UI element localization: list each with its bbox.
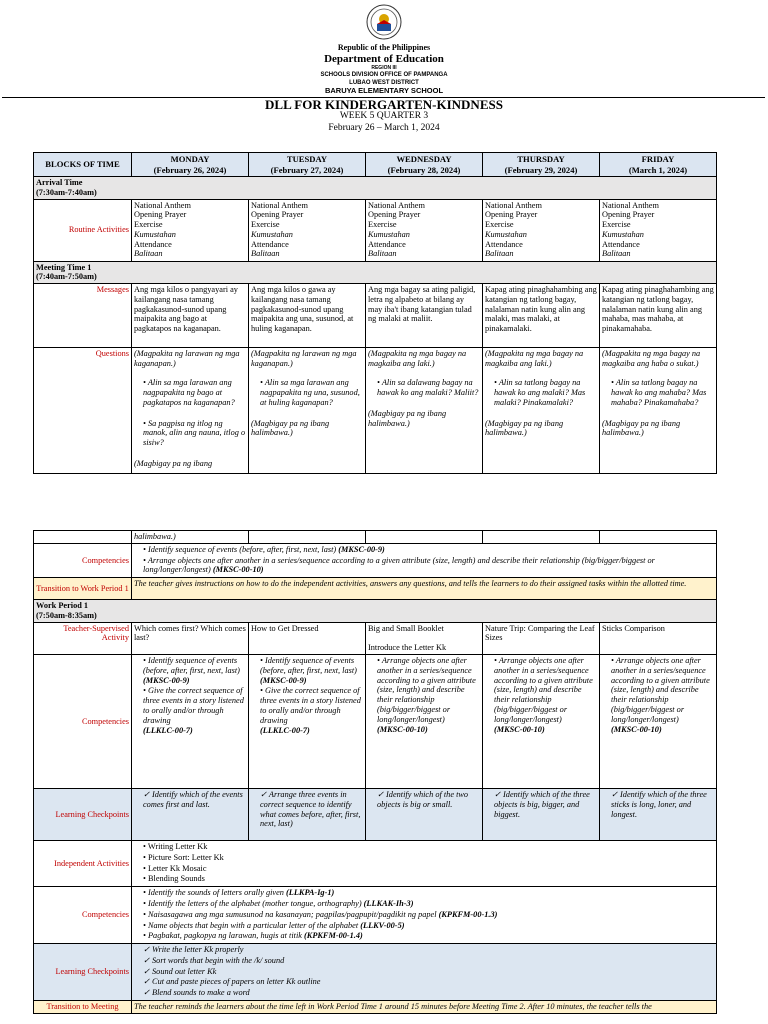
arrival-time-section: Arrival Time (7:30am-7:40am) — [34, 177, 717, 200]
transition-meeting-text: The teacher reminds the learners about the time left in Work Period Time 1 around 15 minutes before Meeting Time 2. After 10 minutes, the teacher tells the — [132, 1000, 717, 1013]
continued-text: halimbawa.) — [132, 531, 249, 544]
learning-checkpoints-label: Learning Checkpoints — [34, 789, 132, 841]
day-header-monday: MONDAY (February 26, 2024) — [132, 153, 249, 177]
division-text: SCHOOLS DIVISION OFFICE OF PAMPANGA — [320, 72, 448, 78]
transition-work-text: The teacher gives instructions on how to do the independent activities, answers any questions, and tells the learners to do their assigned tasks within the allotted time. — [132, 578, 717, 600]
week-text: WEEK 5 QUARTER 3 — [339, 111, 429, 121]
day-header-tuesday: TUESDAY (February 27, 2024) — [249, 153, 366, 177]
independent-activities-cell: • Writing Letter Kk • Picture Sort: Letter Kk • Letter Kk Mosaic • Blending Sounds — [132, 841, 717, 887]
question-cell: (Magpakita ng larawan ng mga kaganapan.) • Alin sa mga larawan ang nagpapakita ng una, susunod, at huling kaganapan? (Magbigay pa ng ibang halimbawa.) — [249, 348, 366, 474]
republic-text: Republic of the Philippines — [337, 43, 431, 52]
empty-cell — [34, 531, 132, 544]
school-text: BARUYA ELEMENTARY SCHOOL — [324, 86, 444, 95]
checkpoint-cell: ✓ Identify which of the events comes first and last. — [132, 789, 249, 841]
page-2 — [0, 530, 768, 1024]
learning-checkpoints-2-cell: ✓ Write the letter Kk properly ✓ Sort words that begin with the /k/ sound ✓ Sound out letter Kk ✓ Cut and paste pieces of papers on letter Kk outline ✓ Blend sounds to make a word — [132, 944, 717, 1001]
checkpoint-cell: ✓ Identify which of the three sticks is long, loner, and longest. — [600, 789, 717, 841]
empty-cell — [249, 531, 366, 544]
message-cell: Ang mga kilos o pangyayari ay kailangang nasa tamang pagkakasunod-sunod upang maipakita ang bago at pagkatapos na kaganapan. — [132, 284, 249, 348]
day-header-wednesday: WEDNESDAY (February 28, 2024) — [366, 153, 483, 177]
deped-seal-logo — [366, 4, 402, 40]
blocks-of-time-header: BLOCKS OF TIME — [34, 153, 132, 177]
competency-cell: • Arrange objects one after another in a series/sequence according to a given attribute (size, length) and describe their relationship (big/bigger/biggest or long/longer/longest) (MKSC-00-10) — [366, 655, 483, 789]
question-cell: (Magpakita ng mga bagay na magkaiba ang laki.) • Alin sa tatlong bagay na hawak ko ang malaki? Mas malaki? Pinakamalaki? (Magbigay pa ng ibang halimbawa.) — [483, 348, 600, 474]
routine-cell: National Anthem Opening Prayer Exercise Kumustahan Attendance Balitaan — [249, 199, 366, 261]
transition-work-label: Transition to Work Period 1 — [34, 578, 132, 600]
page-1 — [0, 0, 768, 500]
message-cell: Kapag ating pinaghahambing ang katangian ng tatlong bagay, nalalaman natin kung alin ang malaki, mas malaki, at pinakamalaki. — [483, 284, 600, 348]
tsa-cell: Sticks Comparison — [600, 622, 717, 654]
routine-cell: National Anthem Opening Prayer Exercise Kumustahan Attendance Balitaan — [483, 199, 600, 261]
routine-cell: National Anthem Opening Prayer Exercise Kumustahan Attendance Balitaan — [132, 199, 249, 261]
checkpoint-cell: ✓ Identify which of the three objects is big, bigger, and biggest. — [483, 789, 600, 841]
competencies-cell: • Identify sequence of events (before, after, first, next, last) (MKSC-00-9) • Arrange objects one after another in a series/sequence according to a given attribute (size, length) and describe their relationship (big/bigger/biggest or long/longer/longest) (MKSC-00-10) — [132, 543, 717, 577]
independent-activities-label: Independent Activities — [34, 841, 132, 887]
region-text: REGION III — [371, 65, 397, 71]
competencies-2-label: Competencies — [34, 887, 132, 944]
competency-cell: • Arrange objects one after another in a series/sequence according to a given attribute (size, length) and describe their relationship (big/bigger/biggest or long/longer/longest) (MKSC-00-10) — [600, 655, 717, 789]
learning-checkpoints-2-label: Learning Checkpoints — [34, 944, 132, 1001]
teacher-supervised-label: Teacher-Supervised Activity — [34, 622, 132, 654]
empty-cell — [483, 531, 600, 544]
page-gap — [0, 500, 768, 530]
tsa-cell: Big and Small Booklet Introduce the Letter Kk — [366, 622, 483, 654]
tsa-cell: How to Get Dressed — [249, 622, 366, 654]
routine-cell: National Anthem Opening Prayer Exercise Kumustahan Attendance Balitaan — [366, 199, 483, 261]
competency-cell: • Identify sequence of events (before, after, first, next, last) (MKSC-00-9) • Give the correct sequence of three events in a story listened to orally and/or through drawing (LLKLC-00-7) — [132, 655, 249, 789]
tsa-cell: Nature Trip: Comparing the Leaf Sizes — [483, 622, 600, 654]
day-header-thursday: THURSDAY (February 29, 2024) — [483, 153, 600, 177]
empty-cell — [366, 531, 483, 544]
work-period-section: Work Period 1 (7:50am-8:35am) — [34, 600, 717, 623]
meeting-time-section: Meeting Time 1 (7:40am-7:50am) — [34, 261, 717, 284]
competency-cell: • Arrange objects one after another in a series/sequence according to a given attribute (size, length) and describe their relationship (big/bigger/biggest or long/longer/longest) (MKSC-00-10) — [483, 655, 600, 789]
department-text: Department of Education — [324, 53, 444, 65]
day-header-friday: FRIDAY (March 1, 2024) — [600, 153, 717, 177]
message-cell: Ang mga bagay sa ating paligid, letra ng alpabeto at bilang ay may iba't ibang katangian tulad ng malaki at maliit. — [366, 284, 483, 348]
routine-cell: National Anthem Opening Prayer Exercise Kumustahan Attendance Balitaan — [600, 199, 717, 261]
question-cell: (Magpakita ng mga bagay na magkaiba ang laki.) • Alin sa dalawang bagay na hawak ko ang malaki? Maliit? (Magbigay pa ng ibang halimbawa.) — [366, 348, 483, 474]
question-cell: (Magpakita ng larawan ng mga kaganapan.) • Alin sa mga larawan ang nagpapakita ng bago at pagkatapos na kaganapan? • Sa pagpisa ng itlog ng manok, alin ang nauna, itlog o sisiw? (Magbigay pa ng ibang — [132, 348, 249, 474]
tsa-cell: Which comes first? Which comes last? — [132, 622, 249, 654]
checkpoint-cell: ✓ Arrange three events in correct sequence to identify what comes before, after, first, next, last) — [249, 789, 366, 841]
competency-cell: • Identify sequence of events (before, after, first, next, last) (MKSC-00-9) • Give the correct sequence of three events in a story listened to orally and/or through drawing (LLKLC-00-7) — [249, 655, 366, 789]
dll-table-page1 — [33, 152, 717, 474]
dll-table-page2 — [33, 530, 717, 1014]
empty-cell — [600, 531, 717, 544]
message-cell: Ang mga kilos o gawa ay kailangang nasa tamang pagkakasunod-sunod upang maipakita ang una, susunod, at huling kaganapan. — [249, 284, 366, 348]
page-title: DLL FOR KINDERGARTEN-KINDNESS — [265, 97, 503, 112]
district-text: LUBAO WEST DISTRICT — [349, 80, 419, 86]
dates-text: February 26 – March 1, 2024 — [328, 123, 440, 133]
competencies-2-cell: • Identify the sounds of letters orally given (LLKPA-Ig-1) • Identify the letters of the alphabet (mother tongue, orthography) (LLKAK-Ih-3) • Naisasagawa ang mga sumusunod na kasanayan; pagpilas/pagpupit/pagdikit ng papel (KPKFM-00-1.3) • Name objects that begin with a particular letter of the alphabet (LLKV-00-5) • Pagbakat, pagkopya ng larawan, hugis at titik (KPKFM-00-1.4) — [132, 887, 717, 944]
message-cell: Kapag ating pinaghahambing ang katangian ng tatlong bagay, nalalaman natin kung alin ang mahaba, mas mahaba, at pinakamahaba. — [600, 284, 717, 348]
competencies-label: Competencies — [34, 543, 132, 577]
checkpoint-cell: ✓ Identify which of the two objects is big or small. — [366, 789, 483, 841]
transition-meeting-label: Transition to Meeting — [34, 1000, 132, 1013]
question-cell: (Magpakita ng mga bagay na magkaiba ang haba o sukat.) • Alin sa tatlong bagay na hawak ko ang mahaba? Mas mahaba? Pinakamahaba? (Magbigay pa ng ibang halimbawa.) — [600, 348, 717, 474]
routine-activities-label: Routine Activities — [34, 199, 132, 261]
messages-label: Messages — [34, 284, 132, 348]
questions-label: Questions — [34, 348, 132, 474]
competencies-daily-label: Competencies — [34, 655, 132, 789]
